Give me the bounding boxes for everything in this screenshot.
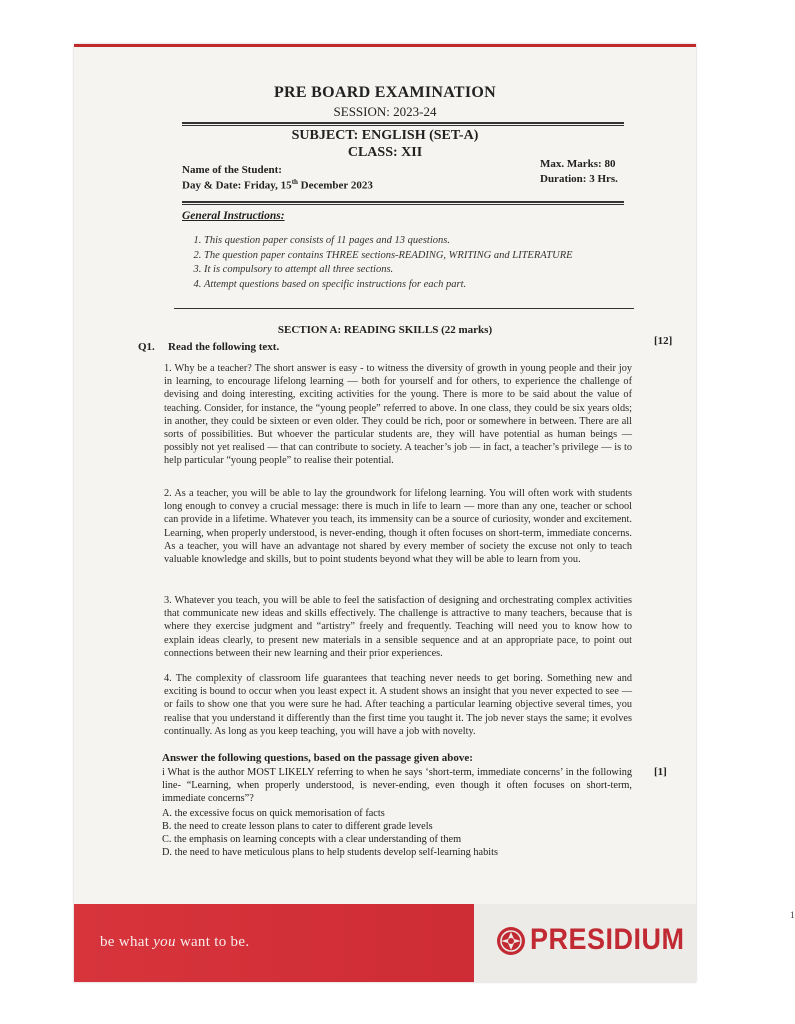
instructions-divider <box>174 308 634 309</box>
instruction-item: 3. It is compulsory to attempt all three sections. <box>204 263 674 277</box>
student-name-label: Name of the Student: <box>182 164 282 176</box>
class-label: CLASS: XII <box>347 145 423 160</box>
page-number: 1 <box>790 910 795 920</box>
instructions-heading: General Instructions: <box>182 210 285 222</box>
meta-divider <box>182 201 624 203</box>
brand-logo-box <box>474 904 795 982</box>
top-red-strip <box>74 44 696 47</box>
question-i-marks: [1] <box>654 766 667 778</box>
brand-name: PRESIDIUM <box>530 922 685 956</box>
question-i: i What is the author MOST LIKELY referring to when he says ‘short-term, immediate concerns’ in the following line- “Learning, when properly understood, is never-ending, even though it often focuses on short-term, immediate concerns”? <box>162 767 632 805</box>
option-d: D. the need to have meticulous plans to help students develop self-learning habits <box>162 847 498 858</box>
passage-paragraph-1: 1. Why be a teacher? The short answer is easy - to witness the diversity of growth in young people and their joy in learning, to encourage lifelong learning — both for yourself and for others, to experience the challenge of devising and doing interesting, exciting activities for the young. There is more to be said about the value of teaching. Consider, for instance, the “young people” referred to above. In one class, they could be six years olds; in another, they could be sixteen or even older. They could be rich, poor or somewhere in between. There are all sorts of possibilities. But whoever the particular students are, they will have potential as human beings — possibly not yet realised — that can contribute to society. A teacher’s job — in fact, a teacher’s privilege — is to help particular “young people” to realise their potential. <box>164 363 632 467</box>
exam-date: Day & Date: Friday, 15th December 2023 <box>182 178 373 192</box>
header-divider <box>182 122 624 124</box>
section-a-heading: SECTION A: READING SKILLS (22 marks) <box>277 324 493 336</box>
presidium-logo-icon <box>496 926 526 956</box>
instruction-item: 2. The question paper contains THREE sections-READING, WRITING and LITERATURE <box>204 249 674 263</box>
answer-heading: Answer the following questions, based on the passage given above: <box>162 752 473 764</box>
max-marks: Max. Marks: 80 <box>540 158 616 170</box>
question-prompt: Read the following text. <box>168 341 280 353</box>
meta-divider-thin <box>182 204 624 205</box>
option-b: B. the need to create lesson plans to cater to different grade levels <box>162 821 433 832</box>
passage-paragraph-2: 2. As a teacher, you will be able to lay the groundwork for lifelong learning. You will often work with students long enough to convey a crucial message: there is much in life to learn — more than any one, teacher or school can provide in a lifetime. Whatever you teach, its immensity can be a source of curiosity, wonder and excitement. Learning, when properly understood, is never-ending, though it often focuses on short-term, immediate concerns. As a teacher, you will have an advantage not shared by every member of society the excuse not only to teach valuable knowledge and skills, but to point students beyond what they will be able to learn from you. <box>164 488 632 566</box>
duration: Duration: 3 Hrs. <box>540 173 618 185</box>
footer-banner <box>74 904 795 982</box>
tagline: be what you want to be. <box>100 934 250 950</box>
header-divider-thin <box>182 125 624 126</box>
exam-paper <box>74 44 795 982</box>
instruction-item: 4. Attempt questions based on specific instructions for each part. <box>204 278 674 292</box>
option-c: C. the emphasis on learning concepts with a clear understanding of them <box>162 834 462 845</box>
option-a: A. the excessive focus on quick memorisation of facts <box>162 808 385 819</box>
question-marks: [12] <box>654 335 673 347</box>
session-label: SESSION: 2023-24 <box>333 104 437 119</box>
passage-paragraph-4: 4. The complexity of classroom life guarantees that teaching never needs to get boring. Something new and exciting is bound to occur when you least expect it. A student shows an insight that you never expected to see — or fails to show one that you were sure he had. After teaching a particular learning objective several times, you realise that you understand it differently than the first time you taught it. The job never stays the same; it evolves continually. As long as you keep teaching, you will have a job with novelty. <box>164 673 632 737</box>
passage-paragraph-3: 3. Whatever you teach, you will be able to feel the satisfaction of designing and orchestrating complex activities that communicate new ideas and skills effectively. The challenge is attractive to many teachers, because that is where they exercise judgment and “artistry” freely and frequently. Teaching will need you to know how to explain ideas clearly, to present new materials in a sensible sequence and at an appropriate pace, to point out connections between their new learning and their prior experiences. <box>164 595 632 659</box>
subject-label: SUBJECT: ENGLISH (SET-A) <box>291 128 479 143</box>
question-number: Q1. <box>138 341 155 353</box>
instruction-item: 1. This question paper consists of 11 pages and 13 questions. <box>204 234 674 248</box>
instructions-list <box>182 234 674 292</box>
exam-title: PRE BOARD EXAMINATION <box>273 84 496 101</box>
